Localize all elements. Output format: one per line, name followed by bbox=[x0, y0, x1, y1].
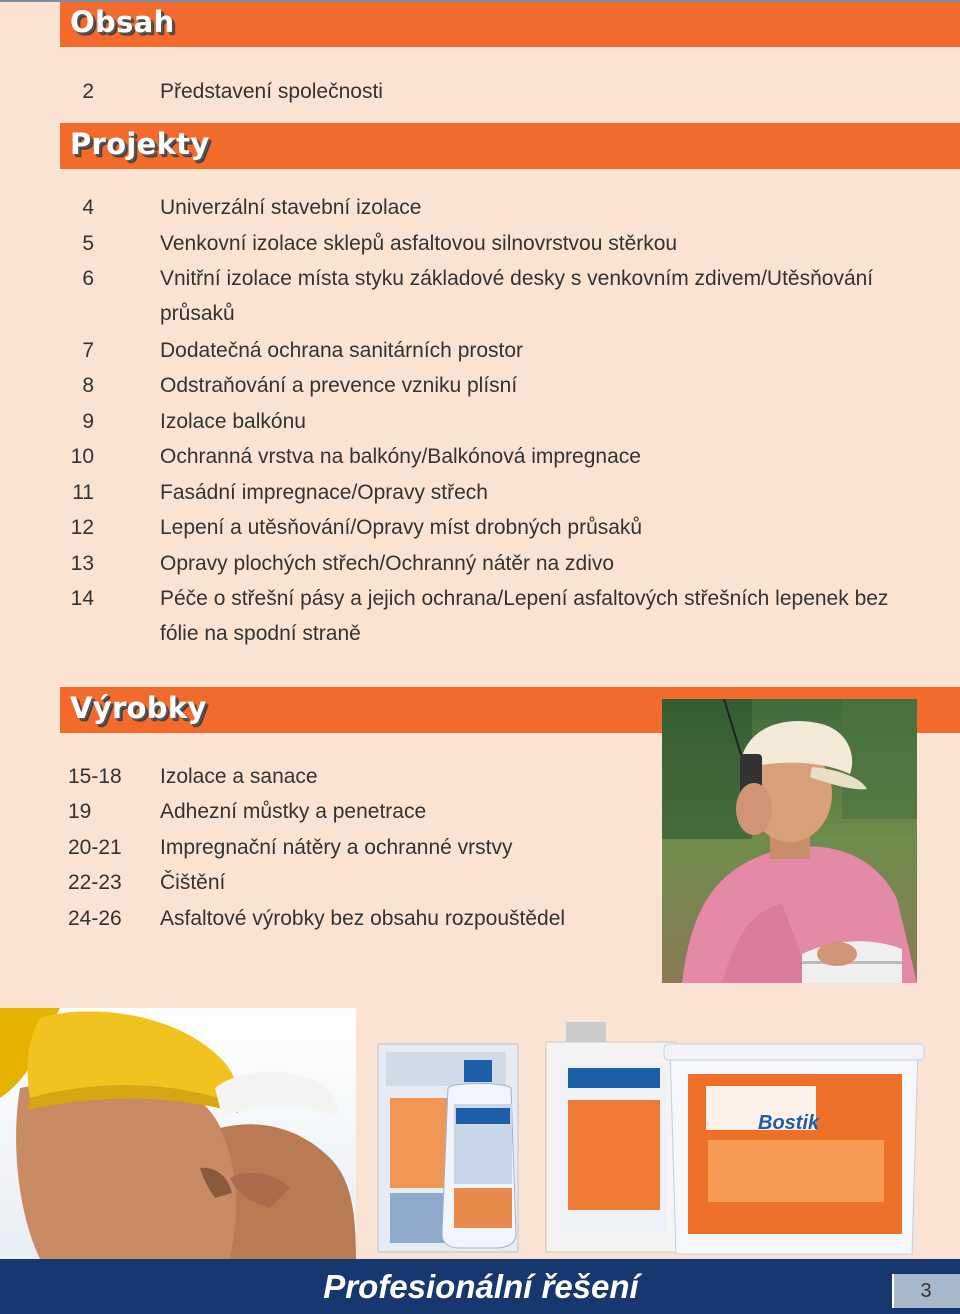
toc-entry[interactable] bbox=[60, 510, 940, 546]
toc-page-number: 10 bbox=[70, 445, 94, 468]
workers-helmets-illustration bbox=[0, 1008, 356, 1259]
toc-page-number: 11 bbox=[72, 481, 94, 504]
toc-title: Fasádní impregnace/Opravy střech bbox=[160, 481, 488, 504]
toc-title: Izolace a sanace bbox=[160, 765, 318, 788]
toc-entry[interactable] bbox=[60, 368, 940, 404]
product-brand-logo: Bostik bbox=[758, 1112, 820, 1134]
toc-page-number: 9 bbox=[82, 410, 94, 433]
photo-worker-phone bbox=[662, 699, 917, 983]
toc-page-number: 22-23 bbox=[68, 871, 122, 894]
section-title-vyrobky: Výrobky bbox=[70, 691, 207, 725]
photo-workers-helmets bbox=[0, 1008, 356, 1259]
toc-page-number: 19 bbox=[68, 800, 92, 823]
toc-entry[interactable] bbox=[60, 439, 940, 475]
products-illustration bbox=[356, 1008, 960, 1259]
toc-title: Asfaltové výrobky bez obsahu rozpouštědel bbox=[160, 907, 566, 930]
toc-entry[interactable] bbox=[60, 74, 940, 110]
toc-title: Představení společnosti bbox=[160, 80, 383, 103]
toc-title: Odstraňování a prevence vzniku plísní bbox=[160, 374, 518, 397]
toc-page-number: 24-26 bbox=[68, 907, 122, 930]
toc-entry[interactable] bbox=[60, 261, 940, 333]
toc-title: Impregnační nátěry a ochranné vrstvy bbox=[160, 836, 513, 859]
toc-title: Izolace balkónu bbox=[160, 410, 306, 433]
toc-entry[interactable] bbox=[60, 581, 940, 653]
toc-entry[interactable] bbox=[60, 226, 940, 262]
toc-page-number: 5 bbox=[82, 232, 94, 255]
toc-entry[interactable] bbox=[60, 546, 940, 582]
toc-entry[interactable] bbox=[60, 404, 940, 440]
photo-products bbox=[356, 1008, 960, 1259]
section-band-obsah bbox=[60, 2, 960, 47]
toc-title: Univerzální stavební izolace bbox=[160, 196, 422, 219]
toc-page-number: 15-18 bbox=[68, 765, 122, 788]
toc-page-number: 13 bbox=[70, 552, 94, 575]
footer-title: Profesionální řešení bbox=[323, 1268, 639, 1305]
toc-entry[interactable] bbox=[60, 190, 940, 226]
toc-title: Čištění bbox=[160, 871, 226, 894]
page-number: 3 bbox=[920, 1280, 932, 1302]
toc-entry[interactable] bbox=[60, 475, 940, 511]
toc-page-number: 4 bbox=[82, 196, 94, 219]
toc-title: Vnitřní izolace místa styku základové desky s venkovním zdivem/Utěsňování průsaků bbox=[160, 267, 874, 325]
toc-title: Lepení a utěsňování/Opravy míst drobných průsaků bbox=[160, 516, 643, 539]
toc-title: Dodatečná ochrana sanitárních prostor bbox=[160, 339, 524, 362]
worker-phone-illustration bbox=[662, 699, 917, 983]
toc-page-number: 12 bbox=[70, 516, 94, 539]
toc-title: Venkovní izolace sklepů asfaltovou silnovrstvou stěrkou bbox=[160, 232, 678, 255]
section-title-projekty: Projekty bbox=[70, 127, 210, 161]
toc-page-number: 14 bbox=[70, 587, 94, 610]
toc-page-number: 8 bbox=[82, 374, 94, 397]
toc-page-number: 6 bbox=[82, 267, 94, 290]
toc-entry[interactable] bbox=[60, 333, 940, 369]
toc-title: Opravy plochých střech/Ochranný nátěr na zdivo bbox=[160, 552, 615, 575]
toc-title: Péče o střešní pásy a jejich ochrana/Lepení asfaltových střešních lepenek bez fólie na spodní straně bbox=[160, 587, 889, 645]
toc-title: Adhezní můstky a penetrace bbox=[160, 800, 427, 823]
toc-title: Ochranná vrstva na balkóny/Balkónová impregnace bbox=[160, 445, 641, 468]
toc-page-number: 20-21 bbox=[68, 836, 122, 859]
toc-page-number: 7 bbox=[82, 339, 94, 362]
toc-page-number: 2 bbox=[82, 80, 94, 103]
section-title-obsah: Obsah bbox=[70, 5, 175, 39]
